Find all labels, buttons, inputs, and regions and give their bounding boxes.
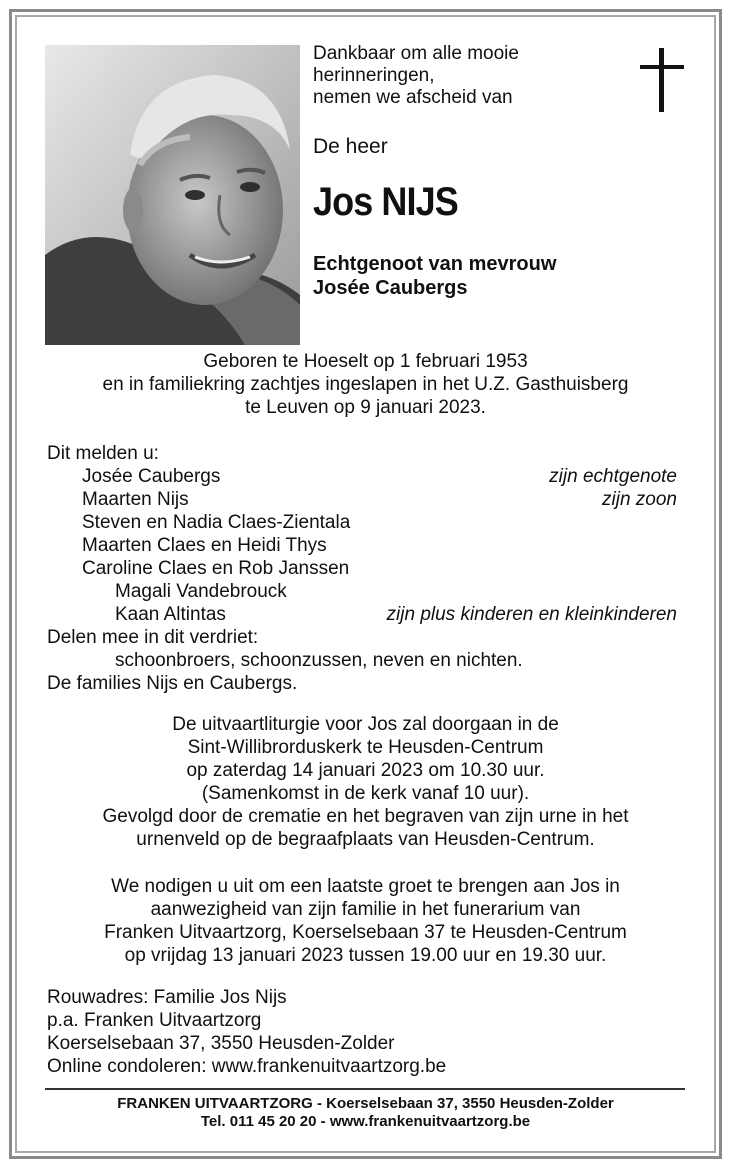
family-relation: zijn zoon bbox=[602, 489, 677, 510]
announcement-list bbox=[47, 442, 677, 695]
address-line: p.a. Franken Uitvaartzorg bbox=[47, 1010, 262, 1031]
address-line: Koerselsebaan 37, 3550 Heusden-Zolder bbox=[47, 1033, 395, 1054]
footer-line: Tel. 011 45 20 20 - www.frankenuitvaartzorg.be bbox=[200, 1113, 531, 1130]
family-row bbox=[47, 511, 677, 534]
intro-line: nemen we afscheid van bbox=[313, 87, 513, 108]
visit-info bbox=[30, 875, 701, 967]
share-heading: Delen mee in dit verdriet: bbox=[47, 627, 259, 648]
deceased-name: Jos NIJS bbox=[313, 180, 458, 224]
spouse-info bbox=[313, 252, 556, 300]
funeral-home-footer bbox=[30, 1095, 701, 1131]
funeral-info bbox=[30, 713, 701, 851]
visit-line: We nodigen u uit om een laatste groet te brengen aan Jos in bbox=[111, 876, 620, 897]
funeral-line: (Samenkomst in de kerk vanaf 10 uur). bbox=[201, 783, 530, 804]
address-line: Rouwadres: Familie Jos Nijs bbox=[47, 987, 287, 1008]
grandchild-name: Magali Vandebrouck bbox=[115, 581, 287, 602]
family-name: Caroline Claes en Rob Janssen bbox=[82, 558, 350, 579]
grandchild-row bbox=[47, 580, 677, 603]
funeral-line: urnenveld op de begraafplaats van Heusden-Centrum. bbox=[136, 829, 595, 850]
portrait-illustration bbox=[45, 45, 300, 345]
family-row bbox=[47, 465, 677, 488]
family-row bbox=[47, 534, 677, 557]
funeral-line: Sint-Willibrorduskerk te Heusden-Centrum bbox=[187, 737, 544, 758]
spouse-line: Echtgenoot van mevrouw bbox=[313, 253, 557, 275]
condolence-link[interactable]: Online condoleren: www.frankenuitvaartzorg.be bbox=[47, 1056, 447, 1077]
family-row bbox=[47, 557, 677, 580]
intro-text bbox=[313, 43, 519, 109]
share-line: schoonbroers, schoonzussen, neven en nichten. bbox=[115, 650, 523, 671]
funeral-line: De uitvaartliturgie voor Jos zal doorgaan in de bbox=[172, 714, 559, 735]
funeral-line: op zaterdag 14 januari 2023 om 10.30 uur. bbox=[186, 760, 545, 781]
family-name: Maarten Nijs bbox=[82, 489, 189, 510]
intro-line: herinneringen, bbox=[313, 65, 435, 86]
funeral-line: Gevolgd door de crematie en het begraven van zijn urne in het bbox=[102, 806, 629, 827]
footer-divider bbox=[45, 1088, 685, 1090]
birth-line: te Leuven op 9 januari 2023. bbox=[245, 397, 486, 418]
families-line: De families Nijs en Caubergs. bbox=[47, 673, 298, 694]
visit-line: op vrijdag 13 januari 2023 tussen 19.00 uur en 19.30 uur. bbox=[124, 945, 607, 966]
honorific: De heer bbox=[313, 135, 388, 158]
grandchild-row bbox=[47, 603, 677, 626]
announce-heading: Dit melden u: bbox=[47, 443, 159, 464]
spouse-line: Josée Caubergs bbox=[313, 277, 468, 299]
intro-line: Dankbaar om alle mooie bbox=[313, 43, 519, 64]
cross-icon bbox=[640, 48, 684, 112]
birth-line: Geboren te Hoeselt op 1 februari 1953 bbox=[203, 351, 528, 372]
visit-line: Franken Uitvaartzorg, Koerselsebaan 37 te Heusden-Centrum bbox=[104, 922, 627, 943]
birth-line: en in familiekring zachtjes ingeslapen in het U.Z. Gasthuisberg bbox=[102, 374, 629, 395]
address-block bbox=[47, 986, 677, 1078]
family-row bbox=[47, 488, 677, 511]
birth-death-info bbox=[30, 350, 701, 419]
footer-line: FRANKEN UITVAARTZORG - Koerselsebaan 37, 3550 Heusden-Zolder bbox=[117, 1095, 614, 1112]
family-name: Steven en Nadia Claes-Zientala bbox=[82, 512, 351, 533]
family-relation: zijn echtgenote bbox=[549, 466, 677, 487]
portrait-photo bbox=[45, 45, 300, 345]
grandchild-name: Kaan Altintas bbox=[115, 604, 226, 625]
grandchild-relation: zijn plus kinderen en kleinkinderen bbox=[386, 604, 677, 625]
family-name: Maarten Claes en Heidi Thys bbox=[82, 535, 327, 556]
visit-line: aanwezigheid van zijn familie in het funerarium van bbox=[150, 899, 581, 920]
family-name: Josée Caubergs bbox=[82, 466, 221, 487]
